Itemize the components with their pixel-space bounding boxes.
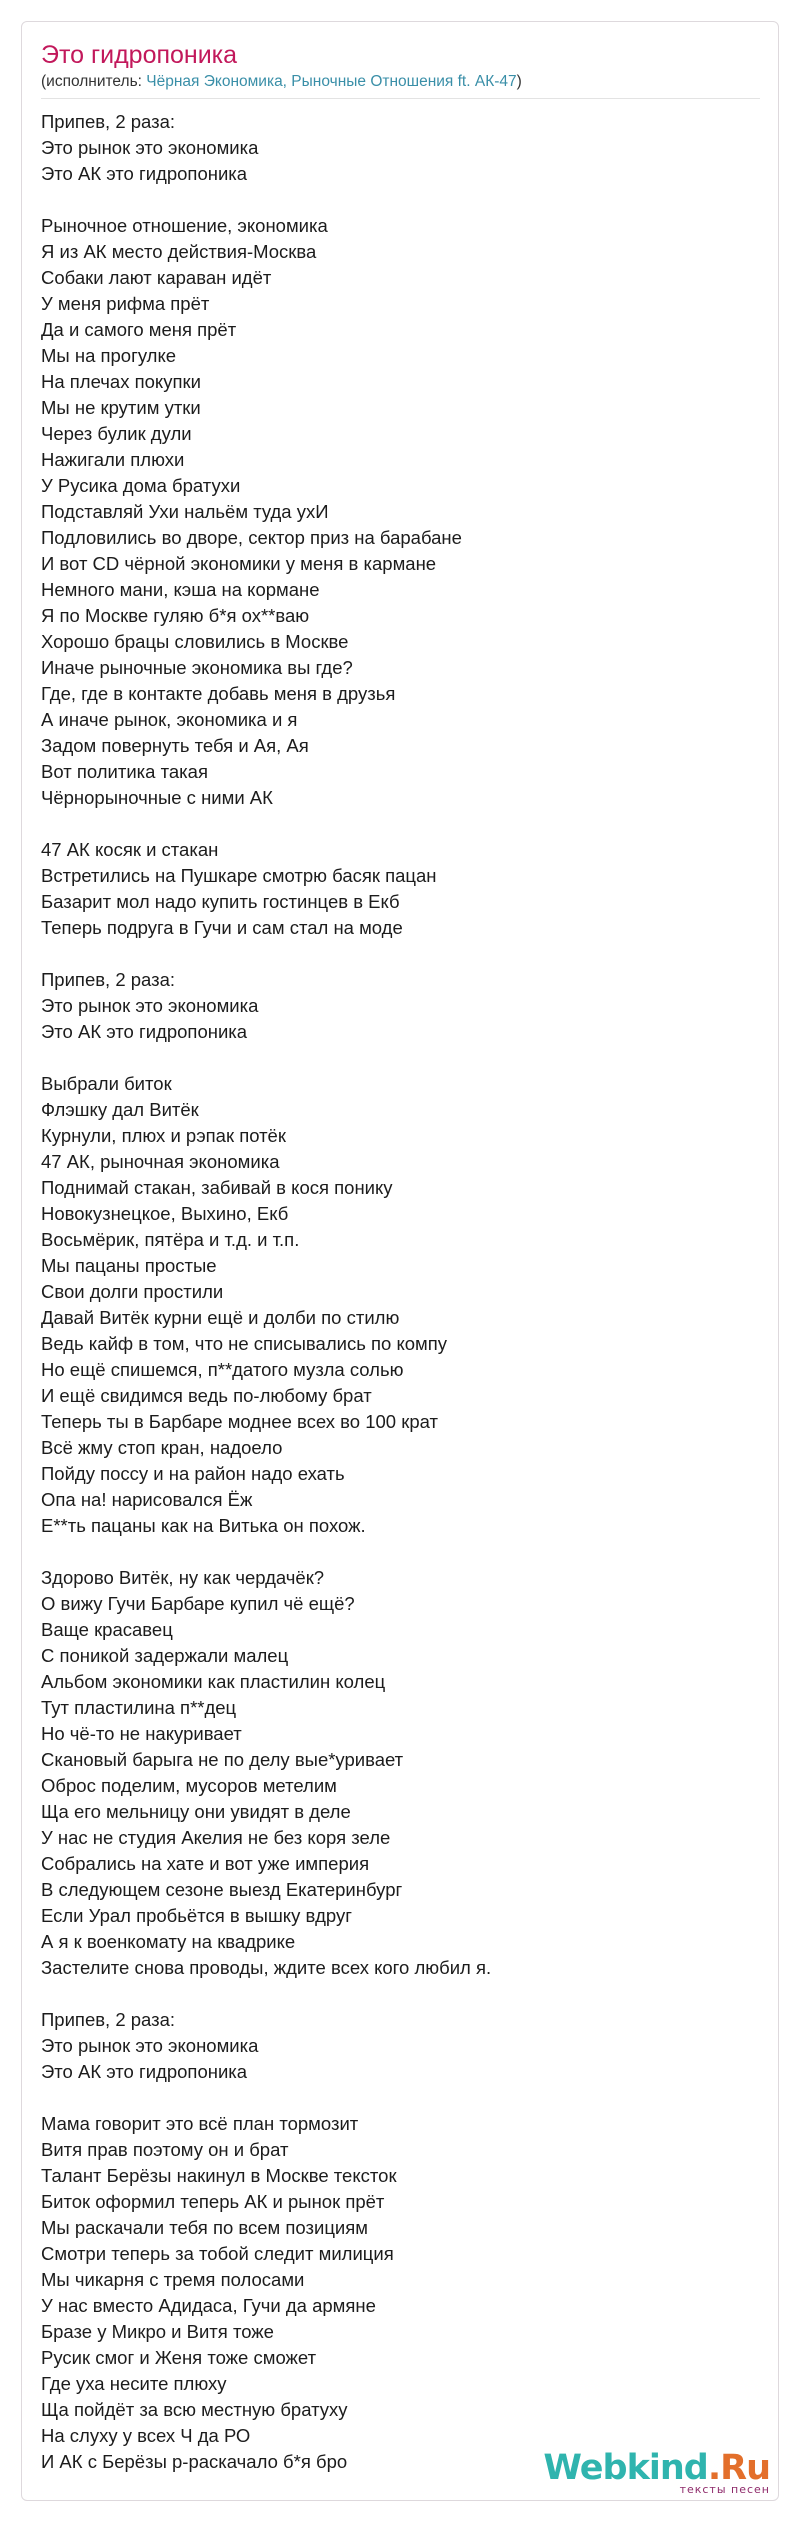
lyric-line: Немного мани, кэша на кормане [41,579,320,600]
lyric-line: Ведь кайф в том, что не списывались по компу [41,1333,448,1354]
stanza-break [41,2085,761,2111]
lyric-line: Новокузнецкое, Выхино, Екб [41,1203,289,1224]
lyric-line: Флэшку дал Витёк [41,1099,199,1120]
lyric-line: Курнули, плюх и рэпак потёк [41,1125,286,1146]
lyric-line: Всё жму стоп кран, надоело [41,1437,283,1458]
lyric-line: Мы не крутим утки [41,397,201,418]
lyric-line: Это рынок это экономика [41,137,259,158]
lyric-line: У Русика дома братухи [41,475,241,496]
lyric-line: Через булик дули [41,423,192,444]
lyric-line: Застелите снова проводы, ждите всех кого любил я. [41,1957,492,1978]
lyric-line: Выбрали биток [41,1073,172,1094]
header-divider [41,98,760,99]
lyric-line: Собаки лают караван идёт [41,267,272,288]
lyric-line: Хорошо брацы словились в Москве [41,631,349,652]
lyric-line: 47 АК, рыночная экономика [41,1151,280,1172]
lyric-line: Мы на прогулке [41,345,177,366]
lyric-line: На слуху у всех Ч да РО [41,2425,251,2446]
stanza-break [41,1981,761,2007]
lyric-line: Где уха несите плюху [41,2373,227,2394]
lyric-line: Это АК это гидропоника [41,1021,248,1042]
logo-tagline: тексты песен [679,2483,770,2496]
lyric-line: Припев, 2 раза: [41,111,176,132]
lyric-line: Талант Берёзы накинул в Москве тексток [41,2165,397,2186]
lyric-line: Биток оформил теперь АК и рынок прёт [41,2191,385,2212]
lyric-line: Где, где в контакте добавь меня в друзья [41,683,396,704]
lyric-line: Русик смог и Женя тоже сможет [41,2347,317,2368]
lyric-line: У нас не студия Акелия не без коря зеле [41,1827,391,1848]
lyric-line: Подловились во дворе, сектор приз на барабане [41,527,462,548]
lyrics-text [41,109,761,2475]
lyric-line: Теперь подруга в Гучи и сам стал на моде [41,917,403,938]
performer-prefix: (исполнитель: [41,73,147,90]
lyric-line: Это рынок это экономика [41,2035,259,2056]
lyric-line: Бразе у Микро и Витя тоже [41,2321,274,2342]
lyric-line: Вот политика такая [41,761,208,782]
lyric-line: Восьмёрик, пятёра и т.д. и т.п. [41,1229,300,1250]
lyric-line: Здорово Витёк, ну как чердачёк? [41,1567,325,1588]
lyric-line: Базарит мол надо купить гостинцев в Екб [41,891,400,912]
lyric-line: Чёрнорыночные с ними АК [41,787,273,808]
lyric-line: Но чё-то не накуривает [41,1723,242,1744]
lyric-line: Мама говорит это всё план тормозит [41,2113,359,2134]
stanza-break [41,1539,761,1565]
performer-suffix: ) [516,73,522,90]
lyric-line: С поникой задержали малец [41,1645,289,1666]
lyric-line: Мы пацаны простые [41,1255,217,1276]
lyric-line: У меня рифма прёт [41,293,210,314]
lyric-line: Смотри теперь за тобой следит милиция [41,2243,394,2264]
lyric-line: Оброс поделим, мусоров метелим [41,1775,337,1796]
lyric-line: Это АК это гидропоника [41,2061,248,2082]
lyric-line: Подставляй Ухи нальём туда ухИ [41,501,329,522]
stanza-break [41,941,761,967]
stanza-break [41,1045,761,1071]
lyric-line: Ща пойдёт за всю местную братуху [41,2399,348,2420]
lyric-line: Я по Москве гуляю б*я ох**ваю [41,605,310,626]
page-title: Это гидропоника [41,41,238,69]
lyric-line: Если Урал пробьётся в вышку вдруг [41,1905,352,1926]
lyric-line: Мы раскачали тебя по всем позициям [41,2217,368,2238]
lyric-line: Но ещё спишемся, п**датого музла солью [41,1359,404,1380]
lyric-line: Тут пластилина п**дец [41,1697,237,1718]
performer-line [41,72,522,92]
performer-link[interactable]: Чёрная Экономика, Рыночные Отношения ft. АК-47 [146,73,517,90]
lyric-line: И вот CD чёрной экономики у меня в кармане [41,553,437,574]
lyric-line: Опа на! нарисовался Ёж [41,1489,253,1510]
stanza-break [41,187,761,213]
logo-name: Webkind [543,2448,708,2488]
lyric-line: И АК с Берёзы р-раскачало б*я бро [41,2451,348,2472]
lyric-line: Альбом экономики как пластилин колец [41,1671,386,1692]
lyric-line: Скановый барыга не по делу вые*уривает [41,1749,404,1770]
lyric-line: Задом повернуть тебя и Ая, Ая [41,735,309,756]
logo-tld: .Ru [707,2448,770,2488]
lyric-line: Е**ть пацаны как на Витька он похож. [41,1515,366,1536]
lyric-line: О вижу Гучи Барбаре купил чё ещё? [41,1593,355,1614]
lyric-line: Свои долги простили [41,1281,224,1302]
lyric-line: Мы чикарня с тремя полосами [41,2269,305,2290]
lyric-line: 47 АК косяк и стакан [41,839,219,860]
lyric-line: Ваще красавец [41,1619,173,1640]
site-logo[interactable] [543,2449,770,2496]
lyric-line: Пойду поссу и на район надо ехать [41,1463,345,1484]
lyric-line: Поднимай стакан, забивай в кося понику [41,1177,393,1198]
logo-wordmark [543,2449,770,2487]
lyric-line: Припев, 2 раза: [41,2009,176,2030]
lyric-line: Ща его мельницу они увидят в деле [41,1801,351,1822]
lyric-line: Встретились на Пушкаре смотрю басяк пацан [41,865,437,886]
lyric-line: Давай Витёк курни ещё и долби по стилю [41,1307,400,1328]
lyric-line: А иначе рынок, экономика и я [41,709,298,730]
lyric-line: Иначе рыночные экономика вы где? [41,657,353,678]
lyric-line: У нас вместо Адидаса, Гучи да армяне [41,2295,376,2316]
lyric-line: Нажигали плюхи [41,449,185,470]
lyric-line: Я из АК место действия-Москва [41,241,317,262]
lyric-line: Собрались на хате и вот уже империя [41,1853,370,1874]
lyric-line: В следующем сезоне выезд Екатеринбург [41,1879,403,1900]
lyric-line: Припев, 2 раза: [41,969,176,990]
lyric-line: На плечах покупки [41,371,201,392]
lyric-line: Витя прав поэтому он и брат [41,2139,289,2160]
lyric-line: Это АК это гидропоника [41,163,248,184]
lyric-line: И ещё свидимся ведь по-любому брат [41,1385,372,1406]
lyric-line: Да и самого меня прёт [41,319,237,340]
stanza-break [41,811,761,837]
lyric-line: Теперь ты в Барбаре моднее всех во 100 крат [41,1411,438,1432]
lyric-line: Это рынок это экономика [41,995,259,1016]
lyric-line: Рыночное отношение, экономика [41,215,328,236]
lyric-line: А я к военкомату на квадрике [41,1931,296,1952]
